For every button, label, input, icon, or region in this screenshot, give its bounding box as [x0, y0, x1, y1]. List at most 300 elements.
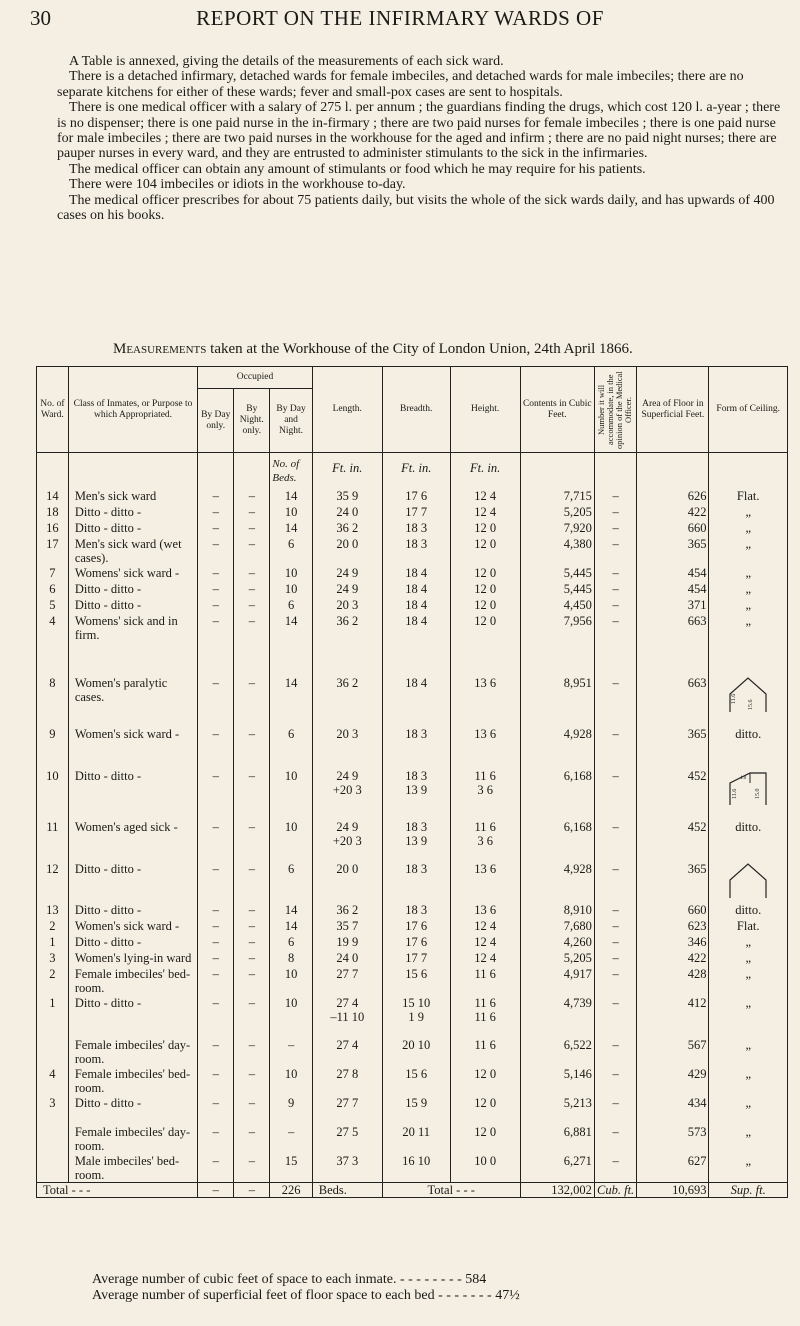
cell-class: Female imbeciles' bed-room. — [68, 1067, 197, 1096]
table-row — [37, 1038, 788, 1067]
cell-area: 663 — [637, 666, 709, 717]
cell-len: 24 0 — [312, 951, 382, 967]
ceiling-dimension: 11.6 — [731, 693, 738, 704]
table-row — [37, 935, 788, 951]
cell-area: 623 — [637, 919, 709, 935]
cell-night: – — [234, 852, 270, 903]
measure-value: 24 9 — [336, 768, 359, 783]
cell-day: – — [198, 566, 234, 582]
cell-night: – — [234, 489, 270, 505]
intro-paragraph: There were 104 imbeciles or idiots in the workhouse to-day. — [69, 177, 406, 193]
col-contents: Contents in Cubic Feet. — [520, 367, 594, 453]
table-row — [37, 1125, 788, 1154]
cell-night: – — [234, 666, 270, 717]
intro-paragraph: The medical officer can obtain any amount of stimulants or food which he may require for his patients. — [69, 161, 646, 177]
cell-class: Men's sick ward — [68, 489, 197, 505]
table-row — [37, 967, 788, 996]
cell-len: 24 9 — [312, 582, 382, 598]
ceiling-form-icon — [709, 852, 788, 903]
cell-cu: 4,380 — [520, 537, 594, 566]
cell-form: „ — [709, 566, 788, 582]
cell-dn: 10 — [270, 505, 312, 521]
cell-ht — [450, 996, 520, 1038]
intro-paragraph: There is a detached infirmary, detached wards for female imbeciles, and detached wards for male imbeciles; there are no separate kitchens for either of these wards; fever and small-pox cases are sent to hospitals. — [57, 69, 744, 100]
cell-day: – — [198, 951, 234, 967]
cell-area: 422 — [637, 505, 709, 521]
cell-night: – — [234, 1067, 270, 1096]
average-superficial — [92, 1288, 792, 1304]
table-row — [37, 537, 788, 566]
table-row — [37, 666, 788, 717]
cell-area: 346 — [637, 935, 709, 951]
cell-br: 18 3 — [382, 521, 450, 537]
cell-br: 17 6 — [382, 935, 450, 951]
cell-day: – — [198, 996, 234, 1038]
cell-class: Women's sick ward - — [68, 919, 197, 935]
cell-ht: 12 0 — [450, 598, 520, 614]
cell-dn: 14 — [270, 614, 312, 666]
col-height: Height. — [450, 367, 520, 453]
cell-dn: 14 — [270, 919, 312, 935]
cell-cu: 5,146 — [520, 1067, 594, 1096]
cell-ward: 12 — [37, 852, 69, 903]
cell-cu: 6,271 — [520, 1154, 594, 1183]
cell-num: – — [594, 489, 636, 505]
cell-len: 24 0 — [312, 505, 382, 521]
unit-ft-in: Ft. in. — [450, 453, 520, 489]
col-area: Area of Floor in Superficial Feet. — [637, 367, 709, 453]
cell-ht: 12 4 — [450, 935, 520, 951]
cell-cu: 4,917 — [520, 967, 594, 996]
cell-dn: 6 — [270, 537, 312, 566]
table-body — [37, 453, 788, 1198]
cell-num: – — [594, 614, 636, 666]
cell-night: – — [234, 582, 270, 598]
cell-night: – — [234, 717, 270, 759]
cell-ward: 1 — [37, 996, 69, 1038]
cell-area: 567 — [637, 1038, 709, 1067]
cell-form: „ — [709, 598, 788, 614]
cell-ht: 12 0 — [450, 1067, 520, 1096]
cell-night: – — [234, 1125, 270, 1154]
cell-cu: 4,928 — [520, 852, 594, 903]
caption-rest: taken at the Workhouse of the City of London Union, 24th April 1866. — [206, 341, 633, 357]
running-header: REPORT ON THE INFIRMARY WARDS OF — [196, 6, 604, 30]
cell-cu: 5,213 — [520, 1096, 594, 1125]
cell-ward: 16 — [37, 521, 69, 537]
cell-night: – — [234, 759, 270, 810]
cell-class: Ditto - ditto - — [68, 582, 197, 598]
cell-form: „ — [709, 1096, 788, 1125]
table-row — [37, 505, 788, 521]
cell-night: – — [234, 1154, 270, 1183]
cell-num: – — [594, 717, 636, 759]
cell-dn: 6 — [270, 852, 312, 903]
page-number: 30 — [30, 6, 51, 30]
cell-dn: 14 — [270, 903, 312, 919]
intro-paragraph: There is one medical officer with a salary of 275 l. per annum ; the guardians finding the drugs, which cost 120 l. a-year ; there is no dispenser; there is one paid nurse in the in-firmary ; there are two paid nurses for female imbeciles ; there is one paid nurse for male imbeciles ; there are two paid nurses in the workhouse for the aged and infirm ; there are no paid night nurses; there are pauper nurses in every ward, and they are entrusted to administer stimulants to the sick in the infirmaries. — [57, 100, 781, 162]
cell-ward: 1 — [37, 935, 69, 951]
cell-class: Women's sick ward - — [68, 717, 197, 759]
cell-form: „ — [709, 505, 788, 521]
cell-class: Ditto - ditto - — [68, 903, 197, 919]
cell-cu: 5,205 — [520, 951, 594, 967]
cell-len: 35 7 — [312, 919, 382, 935]
cell-ht: 12 4 — [450, 489, 520, 505]
table-row — [37, 951, 788, 967]
cell-num: – — [594, 903, 636, 919]
cell-num: – — [594, 566, 636, 582]
cell-num: – — [594, 598, 636, 614]
cell-area: 626 — [637, 489, 709, 505]
measure-value: 11 6 — [474, 819, 496, 834]
cell-area: 365 — [637, 537, 709, 566]
cell-class: Ditto - ditto - — [68, 996, 197, 1038]
measure-value: 18 3 — [405, 819, 428, 834]
cell-ht: 12 4 — [450, 505, 520, 521]
cell-night: – — [234, 1096, 270, 1125]
total-night: – — [234, 1183, 270, 1198]
cell-br: 18 4 — [382, 614, 450, 666]
cell-cu: 5,445 — [520, 566, 594, 582]
cell-ward — [37, 1154, 69, 1183]
cell-ward: 5 — [37, 598, 69, 614]
cell-br: 20 11 — [382, 1125, 450, 1154]
cell-ward: 4 — [37, 1067, 69, 1096]
cell-area: 412 — [637, 996, 709, 1038]
cell-dn: 10 — [270, 759, 312, 810]
cell-ward: 11 — [37, 810, 69, 852]
cell-len — [312, 810, 382, 852]
cell-br: 17 6 — [382, 919, 450, 935]
cell-br: 18 3 — [382, 903, 450, 919]
measure-value: 13 9 — [405, 782, 428, 797]
cell-num: – — [594, 1038, 636, 1067]
cell-form: „ — [709, 951, 788, 967]
cell-cu: 4,450 — [520, 598, 594, 614]
cell-area: 452 — [637, 759, 709, 810]
cell-num: – — [594, 935, 636, 951]
cell-br: 18 3 — [382, 537, 450, 566]
cell-class: Womens' sick ward - — [68, 566, 197, 582]
cell-cu: 4,739 — [520, 996, 594, 1038]
cell-day: – — [198, 810, 234, 852]
total-dn: 226 — [270, 1183, 312, 1198]
cell-day: – — [198, 759, 234, 810]
gable-ceiling-icon — [726, 676, 770, 714]
cell-ward: 4 — [37, 614, 69, 666]
measure-value: +20 3 — [332, 833, 362, 848]
col-by-day-night: By Day and Night. — [270, 389, 312, 453]
cell-dn: 10 — [270, 1067, 312, 1096]
ceiling-dimension: 11.6 — [732, 788, 739, 799]
cell-form: „ — [709, 1038, 788, 1067]
cell-class: Female imbeciles' day-room. — [68, 1125, 197, 1154]
measure-value: 24 9 — [336, 819, 359, 834]
cell-num: – — [594, 1067, 636, 1096]
cell-night: – — [234, 810, 270, 852]
cell-len: 20 0 — [312, 537, 382, 566]
cell-class: Female imbeciles' bed-room. — [68, 967, 197, 996]
cell-day: – — [198, 537, 234, 566]
cell-num: – — [594, 666, 636, 717]
total-label: Total - - - — [37, 1183, 198, 1198]
cell-area: 428 — [637, 967, 709, 996]
intro-text — [57, 54, 783, 223]
cell-len: 20 3 — [312, 598, 382, 614]
cell-class: Ditto - ditto - — [68, 1096, 197, 1125]
cell-cu: 5,445 — [520, 582, 594, 598]
measure-value: 11 6 — [474, 768, 496, 783]
measure-value: 13 9 — [405, 833, 428, 848]
cell-class: Male imbeciles' bed-room. — [68, 1154, 197, 1183]
cell-cu: 8,910 — [520, 903, 594, 919]
cell-night: – — [234, 951, 270, 967]
cell-class: Women's lying-in ward — [68, 951, 197, 967]
cell-form: „ — [709, 537, 788, 566]
cell-br: 18 3 — [382, 717, 450, 759]
cell-form: „ — [709, 996, 788, 1038]
cell-num: – — [594, 810, 636, 852]
cell-form: Flat. — [709, 489, 788, 505]
total-area: 10,693 — [637, 1183, 709, 1198]
intro-paragraph: The medical officer prescribes for about 75 patients daily, but visits the whole of the sick wards daily, and has upwards of 400 cases on his books. — [57, 192, 775, 224]
cell-br — [382, 996, 450, 1038]
cell-dn: 10 — [270, 566, 312, 582]
cell-form: „ — [709, 1125, 788, 1154]
cell-ward: 3 — [37, 951, 69, 967]
average-label: Average number of superficial feet of floor space to each bed - - - - - - - — [92, 1288, 492, 1303]
cell-len: 24 9 — [312, 566, 382, 582]
cell-night: – — [234, 505, 270, 521]
cell-ht — [450, 810, 520, 852]
cell-ht: 13 6 — [450, 666, 520, 717]
cell-dn: 10 — [270, 582, 312, 598]
cell-night: – — [234, 614, 270, 666]
average-label: Average number of cubic feet of space to each inmate. - - - - - - - - — [92, 1272, 462, 1287]
cell-num: – — [594, 951, 636, 967]
cell-br: 17 7 — [382, 951, 450, 967]
intro-paragraph: A Table is annexed, giving the details of the measurements of each sick ward. — [69, 54, 504, 69]
total-cu: 132,002 — [520, 1183, 594, 1198]
cell-cu: 6,168 — [520, 759, 594, 810]
cell-ht: 13 6 — [450, 852, 520, 903]
cell-dn: 10 — [270, 810, 312, 852]
table-row — [37, 1067, 788, 1096]
cell-len: 20 0 — [312, 852, 382, 903]
cell-num: – — [594, 537, 636, 566]
table-row — [37, 903, 788, 919]
cell-ht: 11 6 — [450, 967, 520, 996]
cell-day: – — [198, 1154, 234, 1183]
cell-len: 27 4 — [312, 1038, 382, 1067]
table-row — [37, 1096, 788, 1125]
cell-form: ditto. — [709, 810, 788, 852]
cell-len: 20 3 — [312, 717, 382, 759]
cell-day: – — [198, 1067, 234, 1096]
cell-day: – — [198, 1038, 234, 1067]
average-value: 584 — [465, 1272, 487, 1287]
cell-form: „ — [709, 1067, 788, 1096]
cell-dn: 14 — [270, 666, 312, 717]
cell-area: 371 — [637, 598, 709, 614]
cell-ward: 2 — [37, 967, 69, 996]
cell-ht: 12 0 — [450, 1096, 520, 1125]
cell-area: 365 — [637, 717, 709, 759]
cell-class: Ditto - ditto - — [68, 505, 197, 521]
ceiling-dimension: 4.0 — [740, 775, 747, 781]
unit-ft-in: Ft. in. — [382, 453, 450, 489]
measure-value: 3 6 — [477, 782, 493, 797]
cell-day: – — [198, 717, 234, 759]
cell-area: 454 — [637, 566, 709, 582]
ceiling-dimension: 15.0 — [755, 788, 762, 799]
cell-cu: 6,168 — [520, 810, 594, 852]
cell-area: 365 — [637, 852, 709, 903]
measure-value: +20 3 — [332, 782, 362, 797]
cell-dn: 15 — [270, 1154, 312, 1183]
cell-len — [312, 996, 382, 1038]
lean-to-ceiling-icon — [726, 769, 770, 807]
cell-dn: 8 — [270, 951, 312, 967]
cell-dn: 14 — [270, 489, 312, 505]
cell-form: ditto. — [709, 903, 788, 919]
cell-num: – — [594, 521, 636, 537]
cell-ht: 13 6 — [450, 903, 520, 919]
cell-len: 27 7 — [312, 1096, 382, 1125]
cell-ht: 12 0 — [450, 521, 520, 537]
cell-br: 15 6 — [382, 1067, 450, 1096]
cell-br: 15 9 — [382, 1096, 450, 1125]
cell-ward: 9 — [37, 717, 69, 759]
cell-ward: 7 — [37, 566, 69, 582]
total-cu-unit: Cub. ft. — [594, 1183, 636, 1198]
total-day: – — [198, 1183, 234, 1198]
col-breadth: Breadth. — [382, 367, 450, 453]
cell-area: 660 — [637, 903, 709, 919]
cell-class: Ditto - ditto - — [68, 521, 197, 537]
total-row — [37, 1183, 788, 1198]
cell-len: 27 8 — [312, 1067, 382, 1096]
cell-cu: 6,881 — [520, 1125, 594, 1154]
cell-ht: 12 0 — [450, 1125, 520, 1154]
col-length: Length. — [312, 367, 382, 453]
cell-form: „ — [709, 582, 788, 598]
cell-area: 454 — [637, 582, 709, 598]
cell-day: – — [198, 852, 234, 903]
cell-ht: 13 6 — [450, 717, 520, 759]
cell-br — [382, 759, 450, 810]
cell-cu: 5,205 — [520, 505, 594, 521]
cell-ward: 2 — [37, 919, 69, 935]
measure-value: 15 10 — [402, 995, 431, 1010]
cell-day: – — [198, 1125, 234, 1154]
cell-ward: 8 — [37, 666, 69, 717]
cell-num: – — [594, 996, 636, 1038]
cell-night: – — [234, 935, 270, 951]
cell-class: Ditto - ditto - — [68, 852, 197, 903]
cell-class: Ditto - ditto - — [68, 935, 197, 951]
cell-day: – — [198, 521, 234, 537]
cell-night: – — [234, 996, 270, 1038]
total-label2: Total - - - — [382, 1183, 520, 1198]
cell-dn: 10 — [270, 967, 312, 996]
cell-len: 36 2 — [312, 614, 382, 666]
table-row — [37, 566, 788, 582]
cell-br: 15 6 — [382, 967, 450, 996]
measure-value: 11 6 — [474, 995, 496, 1010]
cell-ward: 6 — [37, 582, 69, 598]
table-row — [37, 759, 788, 810]
table-row — [37, 810, 788, 852]
cell-cu: 4,928 — [520, 717, 594, 759]
cell-class: Ditto - ditto - — [68, 759, 197, 810]
cell-night: – — [234, 919, 270, 935]
cell-ward: 3 — [37, 1096, 69, 1125]
cell-day: – — [198, 1096, 234, 1125]
table-caption — [57, 341, 783, 358]
col-occupied: Occupied — [198, 367, 313, 389]
cell-area: 452 — [637, 810, 709, 852]
cell-class: Ditto - ditto - — [68, 598, 197, 614]
cell-area: 627 — [637, 1154, 709, 1183]
cell-dn: – — [270, 1038, 312, 1067]
cell-num: – — [594, 582, 636, 598]
cell-dn: – — [270, 1125, 312, 1154]
cell-br: 18 4 — [382, 598, 450, 614]
table-row — [37, 582, 788, 598]
measure-value: 11 6 — [474, 1009, 496, 1024]
cell-cu: 6,522 — [520, 1038, 594, 1067]
cell-area: 434 — [637, 1096, 709, 1125]
ceiling-form-icon — [709, 666, 788, 717]
table-row — [37, 521, 788, 537]
cell-night: – — [234, 537, 270, 566]
col-by-night: By Night. only. — [234, 389, 270, 453]
cell-ht: 12 0 — [450, 537, 520, 566]
measure-value: –11 10 — [330, 1009, 365, 1024]
cell-num: – — [594, 1096, 636, 1125]
table-row — [37, 717, 788, 759]
cell-ward: 17 — [37, 537, 69, 566]
cell-dn: 9 — [270, 1096, 312, 1125]
cell-br: 18 3 — [382, 852, 450, 903]
cell-br: 16 10 — [382, 1154, 450, 1183]
cell-num: – — [594, 919, 636, 935]
cell-dn: 10 — [270, 996, 312, 1038]
cell-class: Women's paralytic cases. — [68, 666, 197, 717]
cell-area: 429 — [637, 1067, 709, 1096]
cell-day: – — [198, 598, 234, 614]
cell-len: 37 3 — [312, 1154, 382, 1183]
unit-ft-in: Ft. in. — [312, 453, 382, 489]
cell-ht: 10 0 — [450, 1154, 520, 1183]
cell-day: – — [198, 967, 234, 996]
cell-area: 663 — [637, 614, 709, 666]
table-row — [37, 614, 788, 666]
total-beds: Beds. — [312, 1183, 382, 1198]
cell-len: 27 7 — [312, 967, 382, 996]
cell-cu: 4,260 — [520, 935, 594, 951]
cell-class: Women's aged sick - — [68, 810, 197, 852]
cell-br: 18 4 — [382, 566, 450, 582]
cell-dn: 6 — [270, 717, 312, 759]
cell-night: – — [234, 521, 270, 537]
cell-ward: 14 — [37, 489, 69, 505]
cell-form: ditto. — [709, 717, 788, 759]
cell-ward: 18 — [37, 505, 69, 521]
table-row — [37, 852, 788, 903]
